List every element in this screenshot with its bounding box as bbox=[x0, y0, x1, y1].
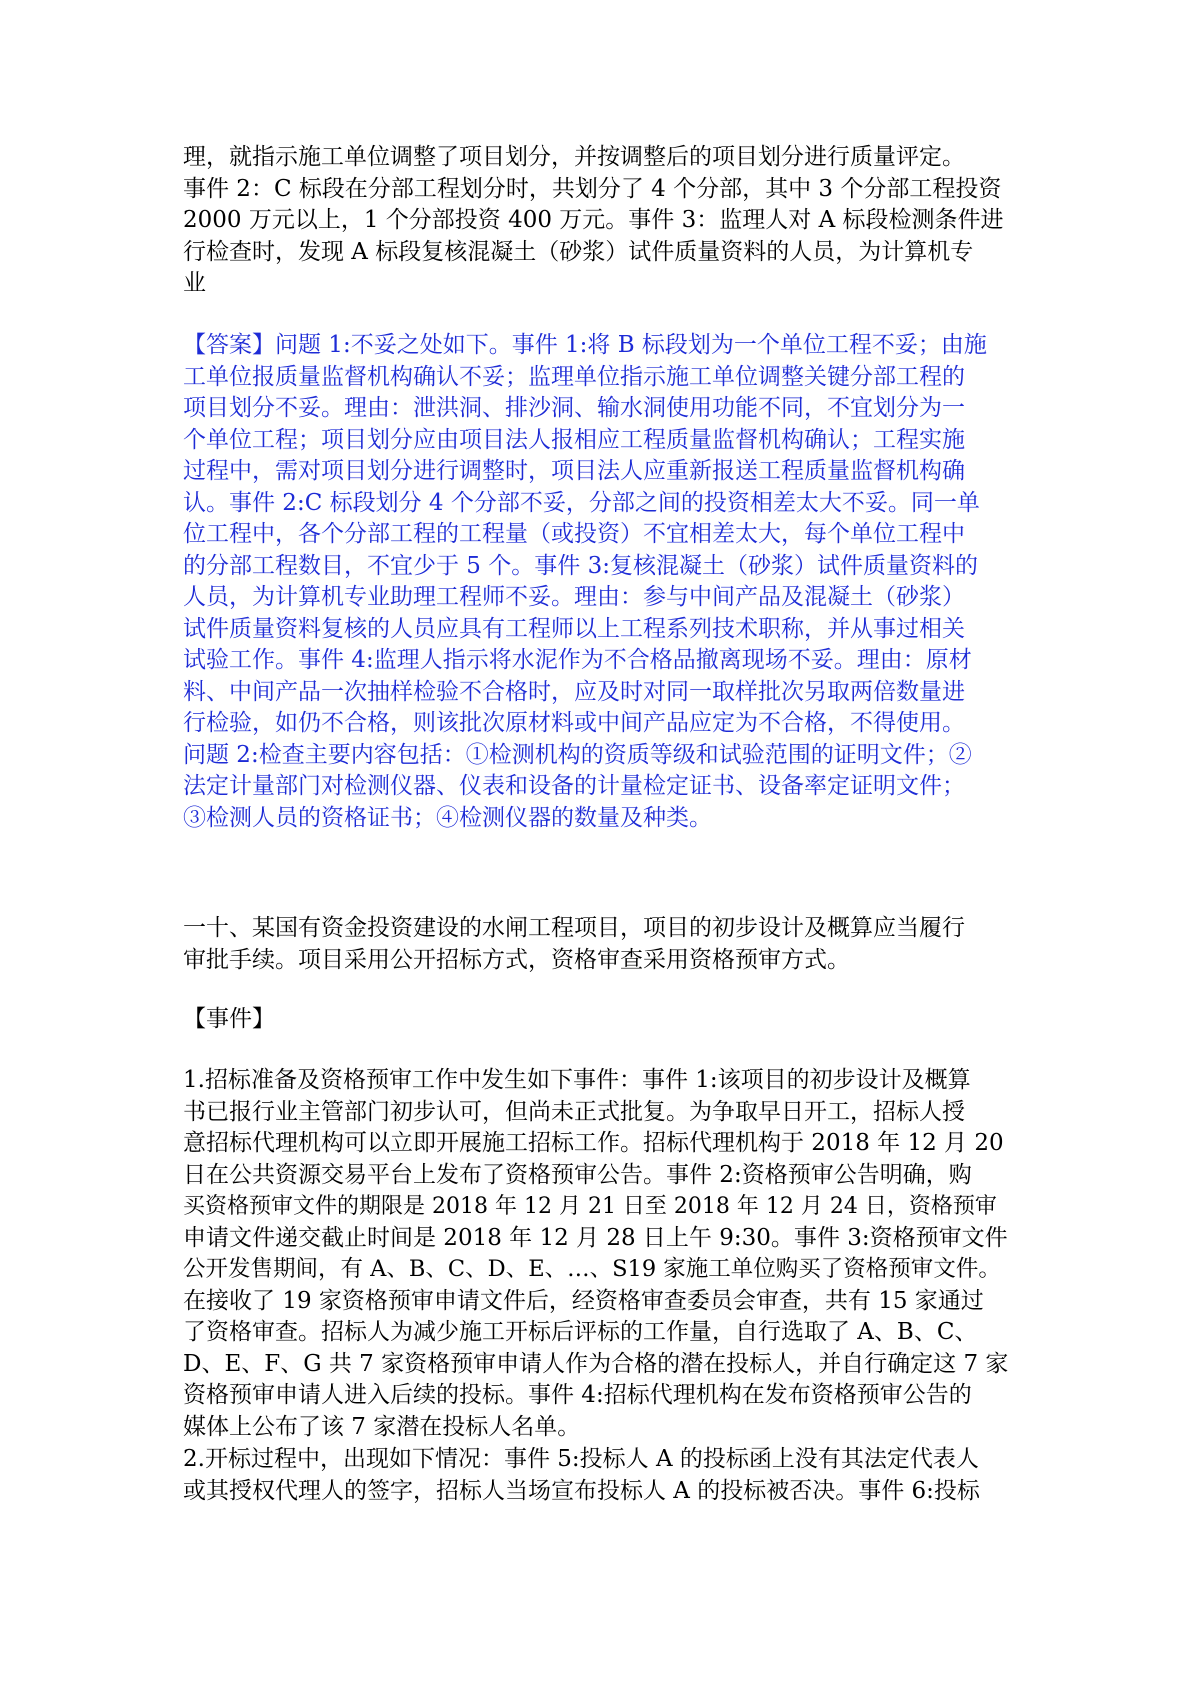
item-2-paragraph bbox=[183, 1444, 1013, 1507]
answer-line: 试件质量资料复核的人员应具有工程师以上工程系列技术职称，并从事过相关 bbox=[183, 615, 965, 642]
text-line: 审批手续。项目采用公开招标方式，资格审查采用资格预审方式。 bbox=[183, 946, 850, 973]
answer-line: 个单位工程；项目划分应由项目法人报相应工程质量监督机构确认；工程实施 bbox=[183, 426, 965, 453]
text-line: 意招标代理机构可以立即开展施工招标工作。招标代理机构于 2018 年 12 月 20 bbox=[183, 1130, 1004, 1156]
answer-line: 过程中，需对项目划分进行调整时，项目法人应重新报送工程质量监督机构确 bbox=[183, 458, 965, 484]
text-line: 公开发售期间，有 A、B、C、D、E、…、S19 家施工单位购买了资格预审文件。 bbox=[183, 1256, 1001, 1282]
text-line: 理，就指示施工单位调整了项目划分，并按调整后的项目划分进行质量评定。 bbox=[183, 144, 965, 170]
text-line: 业 bbox=[183, 270, 206, 296]
answer-line: 【答案】问题 1:不妥之处如下。事件 1:将 B 标段划为一个单位工程不妥；由施 bbox=[183, 332, 987, 358]
text-line: 一十、某国有资金投资建设的水闸工程项目，项目的初步设计及概算应当履行 bbox=[183, 915, 965, 941]
answer-line: 料、中间产品一次抽样检验不合格时，应及时对同一取样批次另取两倍数量进 bbox=[183, 678, 965, 705]
text-line: 资格预审申请人进入后续的投标。事件 4:招标代理机构在发布资格预审公告的 bbox=[183, 1382, 972, 1408]
text-line: 在接收了 19 家资格预审申请文件后，经资格审查委员会审查，共有 15 家通过 bbox=[183, 1287, 984, 1314]
answer-line: 工单位报质量监督机构确认不妥；监理单位指示施工单位调整关键分部工程的 bbox=[183, 363, 965, 390]
answer-line: 问题 2:检查主要内容包括：①检测机构的资质等级和试验范围的证明文件；② bbox=[183, 741, 972, 768]
answer-line: 的分部工程数目，不宜少于 5 个。事件 3:复核混凝土（砂浆）试件质量资料的 bbox=[183, 552, 978, 579]
text-line: 申请文件递交截止时间是 2018 年 12 月 28 日上午 9:30。事件 3:资格预审文件 bbox=[183, 1224, 1008, 1251]
text-line: 1.招标准备及资格预审工作中发生如下事件：事件 1:该项目的初步设计及概算 bbox=[183, 1067, 971, 1093]
answer-line: 项目划分不妥。理由：泄洪洞、排沙洞、输水洞使用功能不同，不宜划分为一 bbox=[183, 395, 965, 421]
text-line: 媒体上公布了该 7 家潜在投标人名单。 bbox=[183, 1413, 581, 1440]
answer-line: 认。事件 2:C 标段划分 4 个分部不妥，分部之间的投资相差太大不妥。同一单 bbox=[183, 489, 980, 516]
answer-line: ③检测人员的资格证书；④检测仪器的数量及种类。 bbox=[183, 804, 712, 831]
continuation-paragraph bbox=[183, 142, 1013, 300]
text-line: D、E、F、G 共 7 家资格预审申请人作为合格的潜在投标人，并自行确定这 7 家 bbox=[183, 1350, 1009, 1377]
text-line: 2000 万元以上，1 个分部投资 400 万元。事件 3：监理人对 A 标段检测条件进 bbox=[183, 207, 1004, 233]
text-line: 行检查时，发现 A 标段复核混凝土（砂浆）试件质量资料的人员，为计算机专 bbox=[183, 238, 974, 265]
text-line: 事件 2：C 标段在分部工程划分时，共划分了 4 个分部，其中 3 个分部工程投资 bbox=[183, 175, 1002, 202]
question-10-paragraph bbox=[183, 913, 1013, 976]
answer-paragraph bbox=[183, 330, 1013, 834]
answer-line: 法定计量部门对检测仪器、仪表和设备的计量检定证书、设备率定证明文件； bbox=[183, 773, 965, 799]
text-line: 买资格预审文件的期限是 2018 年 12 月 21 日至 2018 年 12 月 24 日，资格预审 bbox=[183, 1194, 997, 1219]
answer-line: 位工程中，各个分部工程的工程量（或投资）不宜相差太大，每个单位工程中 bbox=[183, 521, 965, 547]
text-line: 了资格审查。招标人为减少施工开标后评标的工作量，自行选取了 A、B、C、 bbox=[183, 1319, 978, 1345]
events-heading bbox=[183, 1004, 1013, 1036]
item-1-paragraph bbox=[183, 1065, 1013, 1443]
answer-line: 行检验，如仍不合格，则该批次原材料或中间产品应定为不合格，不得使用。 bbox=[183, 710, 965, 736]
text-line: 书已报行业主管部门初步认可，但尚未正式批复。为争取早日开工，招标人授 bbox=[183, 1098, 965, 1125]
section-heading: 【事件】 bbox=[183, 1006, 275, 1032]
text-line: 2.开标过程中，出现如下情况：事件 5:投标人 A 的投标函上没有其法定代表人 bbox=[183, 1446, 979, 1472]
text-line: 日在公共资源交易平台上发布了资格预审公告。事件 2:资格预审公告明确，购 bbox=[183, 1161, 972, 1188]
answer-line: 人员，为计算机专业助理工程师不妥。理由：参与中间产品及混凝土（砂浆） bbox=[183, 584, 965, 610]
text-line: 或其授权代理人的签字，招标人当场宣布投标人 A 的投标被否决。事件 6:投标 bbox=[183, 1477, 980, 1504]
answer-line: 试验工作。事件 4:监理人指示将水泥作为不合格品撤离现场不妥。理由：原材 bbox=[183, 647, 972, 673]
